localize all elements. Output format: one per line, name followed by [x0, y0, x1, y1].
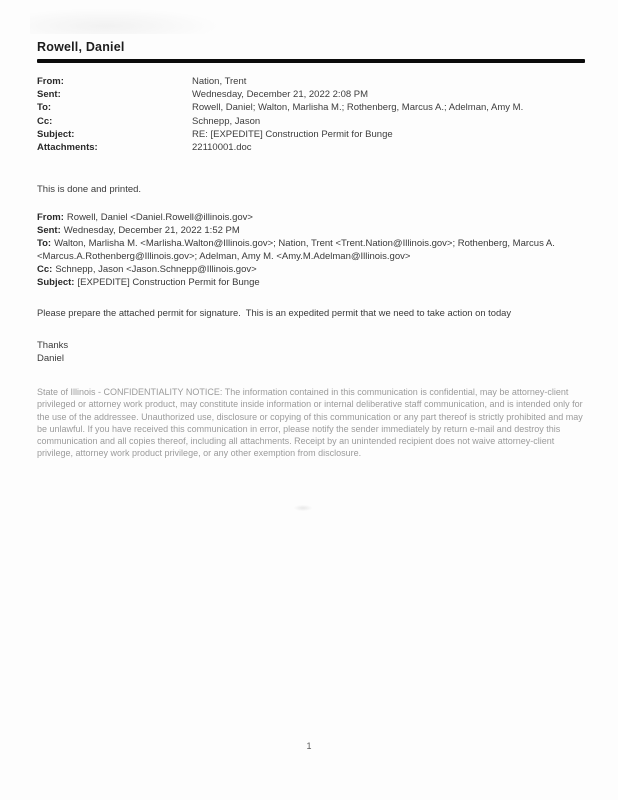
- header-value-from: Nation, Trent: [192, 76, 247, 87]
- quoted-value-cc: Schnepp, Jason <Jason.Schnepp@Illinois.gov>: [55, 264, 257, 276]
- quoted-email-header-block: [37, 211, 585, 289]
- signature-name: Daniel: [37, 353, 64, 365]
- quoted-value-subject: [EXPEDITE] Construction Permit for Bunge: [77, 277, 260, 289]
- scan-artifact: [294, 505, 312, 511]
- page-content: [37, 40, 585, 459]
- header-label-cc: Cc:: [37, 115, 53, 127]
- title-divider: [37, 59, 585, 63]
- header-row-to: [37, 101, 585, 114]
- header-row-attachments: [37, 141, 585, 154]
- header-value-subject: RE: [EXPEDITE] Construction Permit for Bunge: [192, 128, 393, 140]
- header-label-to: To:: [37, 102, 52, 114]
- quoted-row-from: [37, 211, 585, 224]
- page-number: 1: [306, 741, 312, 751]
- page-title: Rowell, Daniel: [37, 40, 125, 54]
- header-row-sent: [37, 88, 585, 101]
- quoted-label-sent: Sent:: [37, 225, 61, 237]
- email-body-text: This is done and printed.: [37, 184, 142, 196]
- scan-artifact: [30, 8, 220, 34]
- quoted-label-cc: Cc:: [37, 264, 53, 276]
- confidentiality-notice: State of Illinois - CONFIDENTIALITY NOTICE: The information contained in this communication is confidential, may be attorney-client privileged or attorney work product, may constitute inside information or internal deliberative staff communication, and is intended only for the use of the addressee. Unauthorized use, disclosure or copying of this communication or any part thereof is strictly prohibited and may be unlawful. If you have received this communication in error, please notify the sender immediately by return e-mail and destroy this communication and all copies thereof, including all attachments. Receipt by an unintended recipient does not waive attorney-client privilege, attorney work product privilege, or any other exemption from disclosure.: [37, 387, 583, 459]
- header-value-cc: Schnepp, Jason: [192, 115, 261, 127]
- header-row-from: [37, 75, 585, 88]
- quoted-value-to: Walton, Marlisha M. <Marlisha.Walton@Illinois.gov>; Nation, Trent <Trent.Nation@Illinois.gov>; Rothenberg, Marcus A. <Marcus.A.Rothenberg@Illinois.gov>; Adelman, Amy M. <Amy.M.Adelman@Illinois.gov>: [37, 238, 555, 263]
- quoted-label-subject: Subject:: [37, 277, 75, 289]
- header-row-subject: [37, 128, 585, 141]
- quoted-value-sent: Wednesday, December 21, 2022 1:52 PM: [63, 225, 240, 237]
- header-value-attachments: 22110001.doc: [192, 142, 252, 154]
- header-label-attachments: Attachments:: [37, 142, 98, 154]
- header-row-cc: [37, 115, 585, 128]
- signoff-text: Thanks: [37, 340, 69, 352]
- quoted-label-from: From:: [37, 212, 64, 224]
- header-label-subject: Subject:: [37, 128, 75, 140]
- header-label-sent: Sent:: [37, 89, 61, 101]
- header-value-to: Rowell, Daniel; Walton, Marlisha M.; Rothenberg, Marcus A.; Adelman, Amy M.: [192, 102, 524, 114]
- quoted-row-sent: [37, 224, 585, 237]
- quoted-label-to: To:: [37, 238, 52, 250]
- header-label-from: From:: [37, 76, 64, 87]
- quoted-row-subject: [37, 276, 585, 289]
- header-value-sent: Wednesday, December 21, 2022 2:08 PM: [192, 89, 369, 101]
- quoted-row-cc: [37, 263, 585, 276]
- email-header-block: [37, 75, 585, 154]
- quoted-email-body-text: Please prepare the attached permit for signature. This is an expedited permit that we need to take action on today: [37, 307, 512, 319]
- quoted-row-to: [37, 237, 585, 263]
- quoted-value-from: Rowell, Daniel <Daniel.Rowell@illinois.gov>: [66, 212, 253, 224]
